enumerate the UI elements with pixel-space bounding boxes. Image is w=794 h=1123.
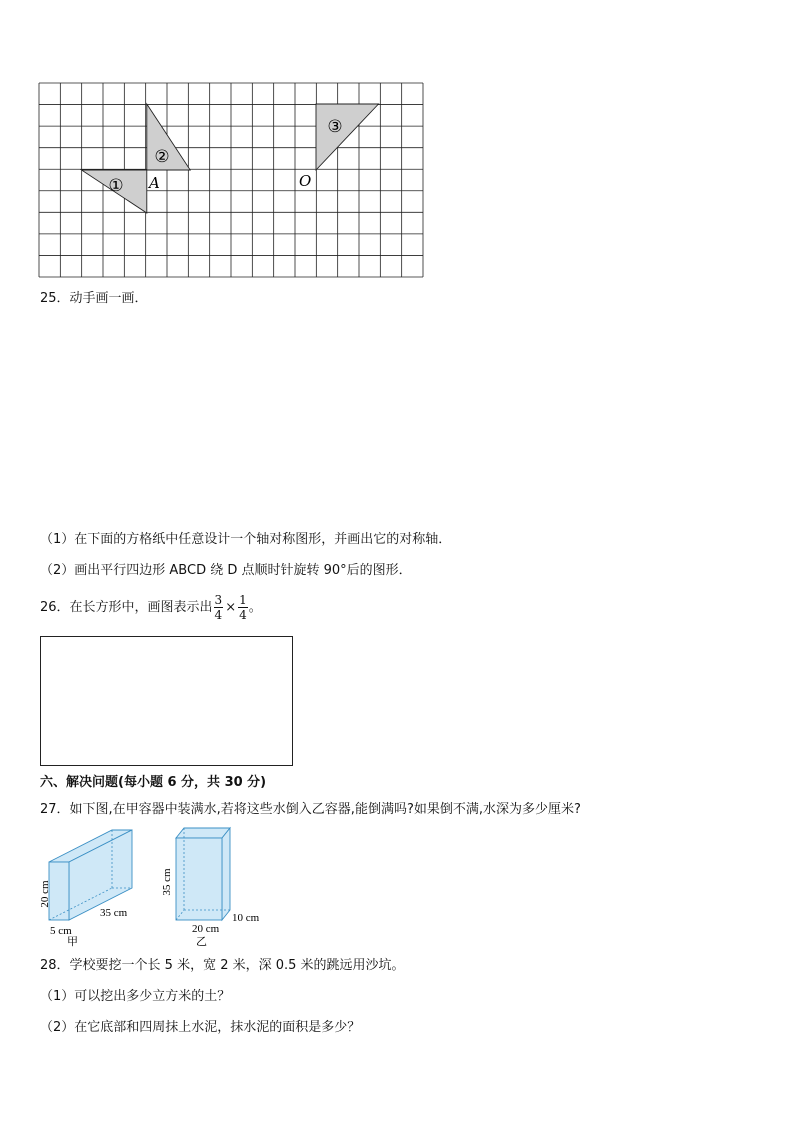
jia-name-label: 甲 [67,935,78,948]
shape-1-label: ① [108,176,124,196]
point-a-label: A [149,174,160,192]
box-yi [176,828,230,920]
yi-height-label: 35 cm [161,868,173,896]
q25-part2: （2）画出平行四边形 ABCD 绕 D 点顺时针旋转 90°后的图形． [40,563,412,578]
q26-suffix: 。 [248,600,262,615]
q26-prefix: 26．在长方形中，画图表示出 [40,600,213,615]
fraction-three-quarters: $\frac{3}{4}$ [214,593,223,622]
fraction-one-quarter: $\frac{1}{4}$ [239,593,247,622]
q25-part1: （1）在下面的方格纸中任意设计一个轴对称图形，并画出它的对称轴． [40,532,452,547]
grid-figure [38,82,426,280]
q27-question: 27．如下图,在甲容器中装满水,若将这些水倒入乙容器,能倒满吗?如果倒不满,水深为多少厘米? [40,802,581,817]
yi-width-label: 10 cm [232,912,260,924]
yi-length-label: 20 cm [192,923,220,935]
shape-2-label: ② [154,147,170,167]
shape-3-label: ③ [327,117,343,137]
jia-length-label: 35 cm [100,907,128,919]
q25-title: 25．动手画一画． [40,291,148,306]
triangle-shape-3 [316,104,379,170]
section-6-title: 六、解决问题(每小题 6 分，共 30 分) [40,775,267,790]
container-figures [36,824,276,950]
jia-height-label: 20 cm [39,880,51,908]
point-o-label: O [299,172,312,190]
yi-name-label: 乙 [196,935,207,948]
q28-part2: （2）在它底部和四周抹上水泥，抹水泥的面积是多少？ [40,1020,361,1035]
q26-question [40,593,262,623]
q28-question: 28．学校要挖一个长 5 米，宽 2 米，深 0.5 米的跳远用沙坑。 [40,958,405,973]
q28-part1: （1）可以挖出多少立方米的土？ [40,989,231,1004]
times-sign: × [225,600,237,615]
jia-width-label: 5 cm [50,925,72,937]
q26-rectangle [40,636,293,766]
